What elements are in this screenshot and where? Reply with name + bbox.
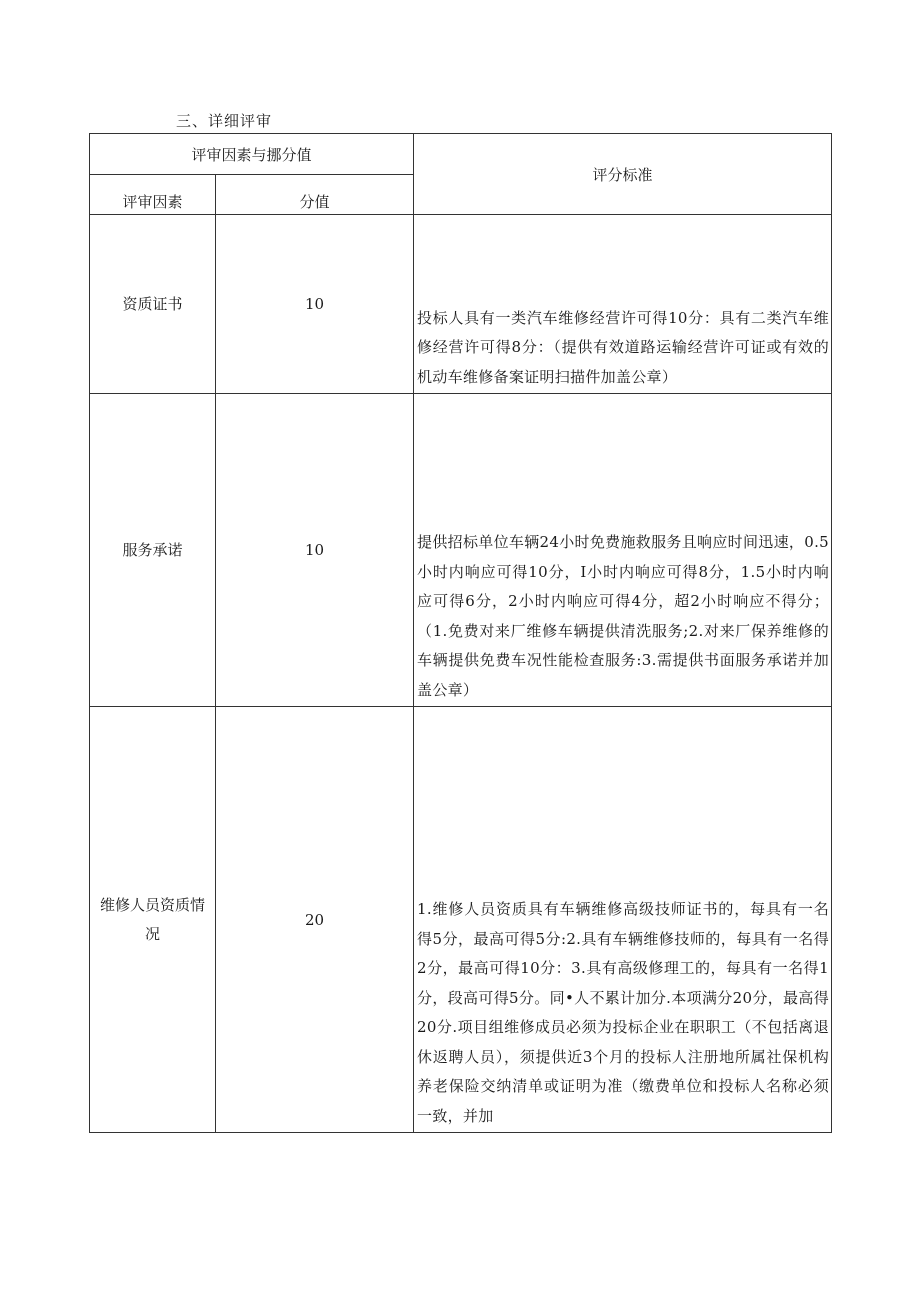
row-criteria: 提供招标单位车辆24小时免费施救服务且响应时间迅速，0.5小时内响应可得10分，I小时内响应可得8分，1.5小时内响应可得6分，2小时内响应可得4分，超2小时响应不得分；（1.免费对来厂维修车辆提供清洗服务;2.对来厂保养维修的车辆提供免费车况性能检查服务:3.需提供书面服务承诺并加盖公章） <box>414 394 832 707</box>
row-score: 20 <box>216 707 414 1133</box>
header-criteria-label: 评分标准 <box>414 134 832 215</box>
row-score: 10 <box>216 215 414 394</box>
table-row <box>90 215 832 394</box>
row-factor: 服务承诺 <box>90 394 216 707</box>
row-factor: 资质证书 <box>90 215 216 394</box>
row-criteria: 1.维修人员资质具有车辆维修高级技师证书的，每具有一名得5分，最高可得5分:2.具有车辆维修技师的，每具有一名得2分，最高可得10分：3.具有高级修理工的，每具有一名得1分，段高可得5分。同•人不累计加分.本项满分20分，最高得20分.项目组维修成员必须为投标企业在职职工（不包括离退休返聘人员），须提供近3个月的投标人注册地所属社保机构养老保险交纳清单或证明为准（缴费单位和投标人名称必须一致，并加 <box>414 707 832 1133</box>
row-score: 10 <box>216 394 414 707</box>
header-score-label: 分值 <box>216 175 414 215</box>
header-factor-label: 评审因素 <box>90 175 216 215</box>
header-group-label: 评审因素与挪分值 <box>90 134 414 175</box>
review-table <box>89 133 832 1133</box>
section-title: 三、详细评审 <box>176 112 273 130</box>
table-row <box>90 394 832 707</box>
row-criteria: 投标人具有一类汽车维修经营许可得10分：具有二类汽车维修经营许可得8分：（提供有效道路运输经营许可证或有效的机动车维修备案证明扫描件加盖公章） <box>414 215 832 394</box>
table-row <box>90 707 832 1133</box>
row-factor: 维修人员资质情况 <box>90 707 216 1133</box>
